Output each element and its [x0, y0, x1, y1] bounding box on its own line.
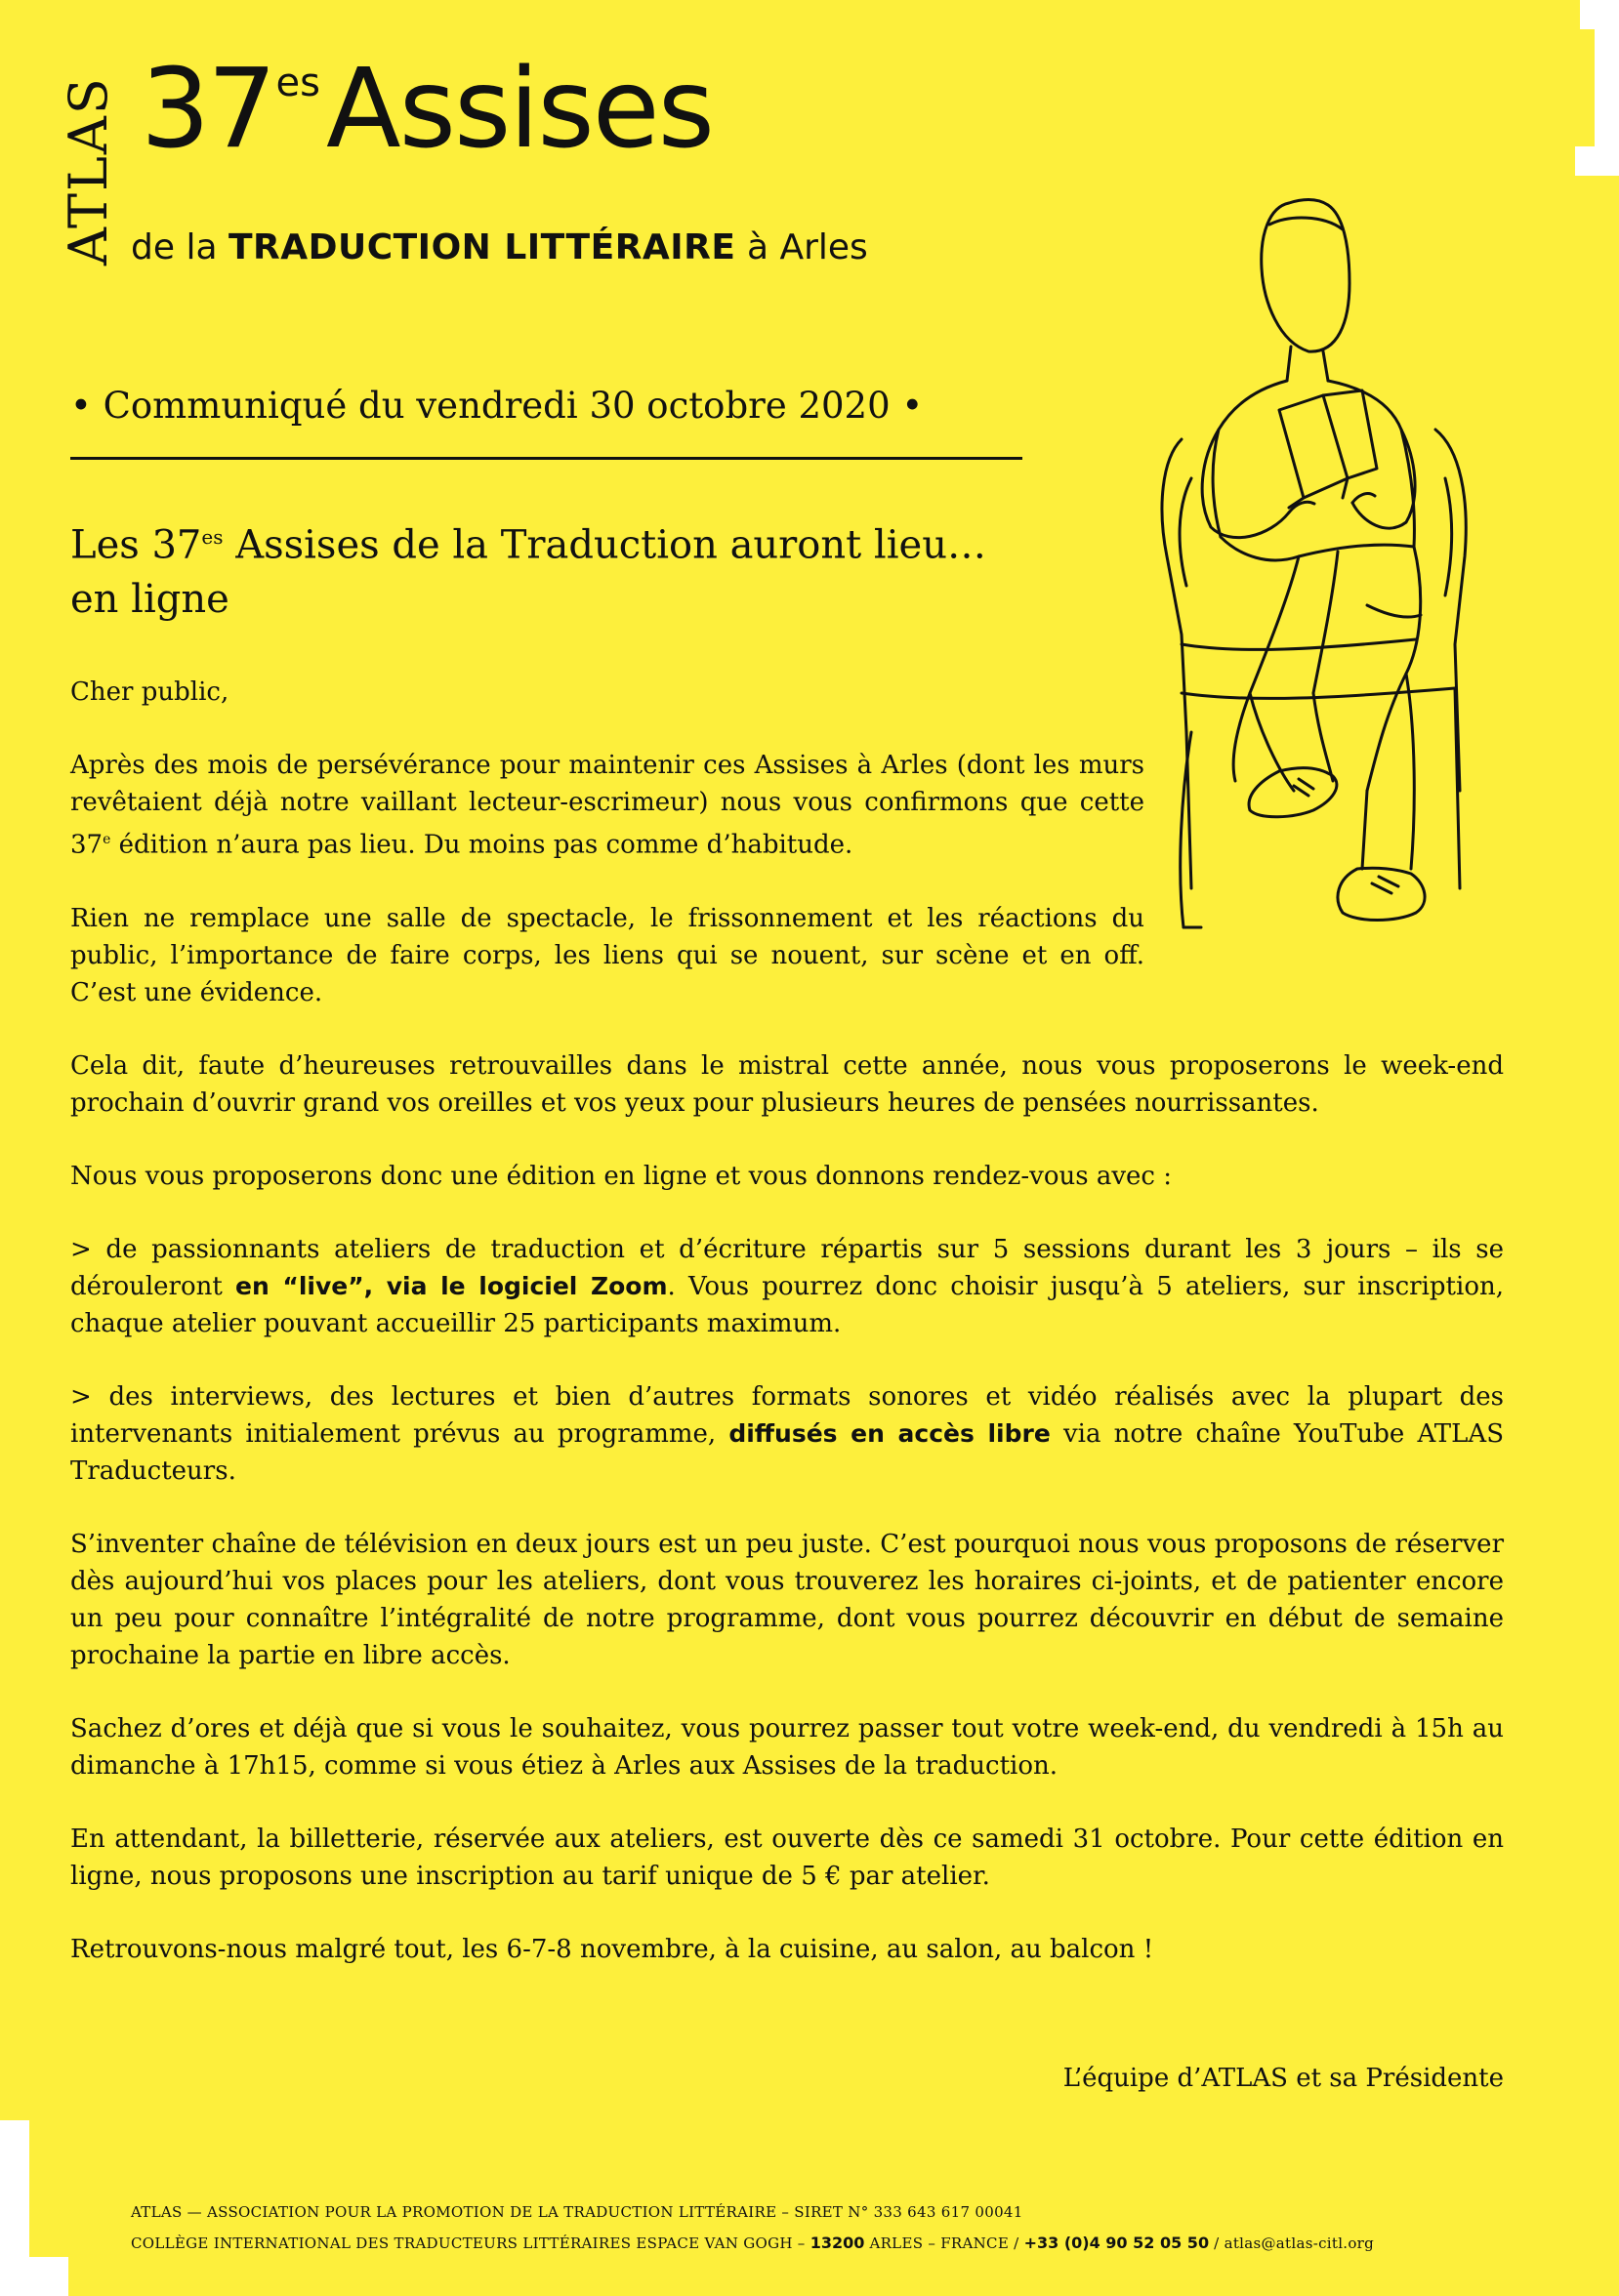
headline: Les $37^{es}$ Assises de la Traduction auront lieu… en ligne	[70, 522, 986, 623]
paragraph: S’inventer chaîne de télévision en deux jours est un peu juste. C’est pourquoi nous vous proposons de réserver dès aujourd’hui vos places pour les ateliers, dont vous trouverez les horaires ci-joints, et de patienter encore un peu pour connaître l’intégralité de notre programme, dont vous pourrez découvrir en début de semaine prochaine la partie en libre accès.	[70, 1529, 1504, 1670]
assises-word: Assises	[325, 46, 714, 173]
bracket-corner-icon	[0, 2101, 127, 2296]
communique-date: • Communiqué du vendredi 30 octobre 2020 •	[70, 385, 924, 427]
paragraph: En attendant, la billetterie, réservée aux ateliers, est ouverte dès ce samedi 31 octobre. Pour cette édition en ligne, nous proposons une inscription au tarif unique de 5 € par atelier.	[70, 1824, 1504, 1891]
letter-body	[70, 674, 1504, 2004]
greeting: Cher public,	[70, 677, 229, 707]
footer-line-2: COLLÈGE INTERNATIONAL DES TRADUCTEURS LITTÉRAIRES ESPACE VAN GOGH – 13200 ARLES – FRANCE / +33 (0)4 90 52 05 50 / atlas@atlas-citl.org	[131, 2234, 1375, 2252]
signature: L’équipe d’ATLAS et sa Présidente	[1062, 2064, 1504, 2093]
paragraph-closing: Retrouvons-nous malgré tout, les 6-7-8 novembre, à la cuisine, au salon, au balcon !	[70, 1934, 1154, 1964]
edition-number: 37	[141, 46, 274, 173]
paragraph-workshops: > de passionnants ateliers de traduction et d’écriture répartis sur 5 sessions durant les 3 jours – ils se dérouleront en “live”, via le logiciel Zoom. Vous pourrez donc choisir jusqu’à 5 ateliers, sur inscription, chaque atelier pouvant accueillir 25 participants maximum.	[70, 1234, 1504, 1338]
paragraph-interviews: > des interviews, des lectures et bien d’autres formats sonores et vidéo réalisés avec la plupart des intervenants initialement prévus au programme, diffusés en accès libre via notre chaîne YouTube ATLAS Traducteurs.	[70, 1381, 1505, 1486]
footer-line-1: ATLAS — ASSOCIATION POUR LA PROMOTION DE LA TRADUCTION LITTÉRAIRE – SIRET N° 333 643 617 00041	[131, 2203, 1023, 2221]
divider	[70, 457, 1022, 460]
paragraph: Cela dit, faute d’heureuses retrouvailles dans le mistral cette année, nous vous proposerons le week-end prochain d’ouvrir grand vos oreilles et vos yeux pour plusieurs heures de pensées nourrissantes.	[70, 1050, 1504, 1118]
paragraph: Rien ne remplace une salle de spectacle, le frissonnement et les réactions du public, l’importance de faire corps, les liens qui se nouent, sur scène et en off. C’est une évidence.	[70, 903, 1144, 1007]
paragraph: Après des mois de persévérance pour maintenir ces Assises à Arles (dont les murs revêtaient déjà notre vaillant lecteur-escrimeur) nous vous confirmons que cette 37e édition n’aura pas lieu. Du moins pas comme d’habitude.	[70, 751, 1144, 860]
event-subtitle: de la TRADUCTION LITTÉRAIRE à Arles	[131, 227, 868, 267]
footer	[131, 2196, 1374, 2259]
atlas-logo: ATLAS	[58, 76, 119, 266]
bracket-corner-icon	[1521, 0, 1619, 176]
paragraph: Sachez d’ores et déjà que si vous le souhaitez, vous pourrez passer tout votre week-end, du vendredi à 15h au dimanche à 17h15, comme si vous étiez à Arles aux Assises de la traduction.	[70, 1713, 1504, 1781]
paragraph: Nous vous proposerons donc une édition en ligne et vous donnons rendez-vous avec :	[70, 1161, 1173, 1191]
edition-suffix: es	[275, 61, 320, 105]
event-title	[141, 46, 714, 192]
